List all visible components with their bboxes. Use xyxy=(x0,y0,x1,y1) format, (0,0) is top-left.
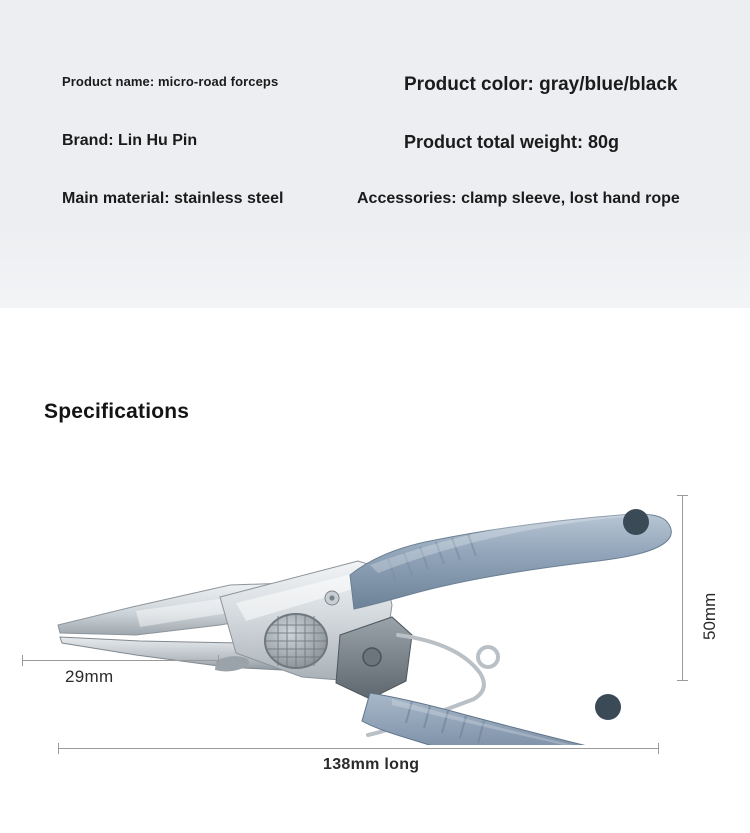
total-length-label: 138mm long xyxy=(323,756,420,773)
height-dimension-tick-bottom xyxy=(677,680,688,681)
upper-handle-endcap xyxy=(623,509,649,535)
product-info-panel xyxy=(0,0,750,308)
product-info-grid xyxy=(0,74,750,248)
specifications-heading: Specifications xyxy=(44,400,190,423)
product-name-label: Product name: micro-road forceps xyxy=(62,74,279,89)
jaw-dimension-line xyxy=(22,660,218,661)
jaw-dimension-tick-left xyxy=(22,655,23,666)
pivot-rivet xyxy=(363,648,381,666)
product-info-row xyxy=(0,190,750,248)
height-dimension-tick-top xyxy=(677,495,688,496)
head-screw-slot xyxy=(329,595,334,600)
total-length-dimension-line xyxy=(58,748,658,749)
height-dimension-label: 50mm xyxy=(700,592,719,640)
jaw-dimension-tick-right xyxy=(218,655,219,666)
height-dimension-line xyxy=(682,495,683,680)
total-length-tick-left xyxy=(58,743,59,754)
jaw-dimension-label: 29mm xyxy=(65,667,114,686)
lower-handle-endcap xyxy=(595,694,621,720)
lower-handle xyxy=(362,693,691,745)
product-color-label: Product color: gray/blue/black xyxy=(404,74,678,95)
product-info-row xyxy=(0,74,750,132)
product-weight-label: Product total weight: 80g xyxy=(404,132,620,152)
accessories-label: Accessories: clamp sleeve, lost hand rope xyxy=(357,190,680,207)
main-material-label: Main material: stainless steel xyxy=(62,190,284,207)
brand-label: Brand: Lin Hu Pin xyxy=(62,132,198,149)
total-length-tick-right xyxy=(658,743,659,754)
product-info-row xyxy=(0,132,750,190)
product-diagram xyxy=(0,455,750,800)
pliers-illustration xyxy=(40,485,700,745)
spring-loop xyxy=(478,647,498,667)
